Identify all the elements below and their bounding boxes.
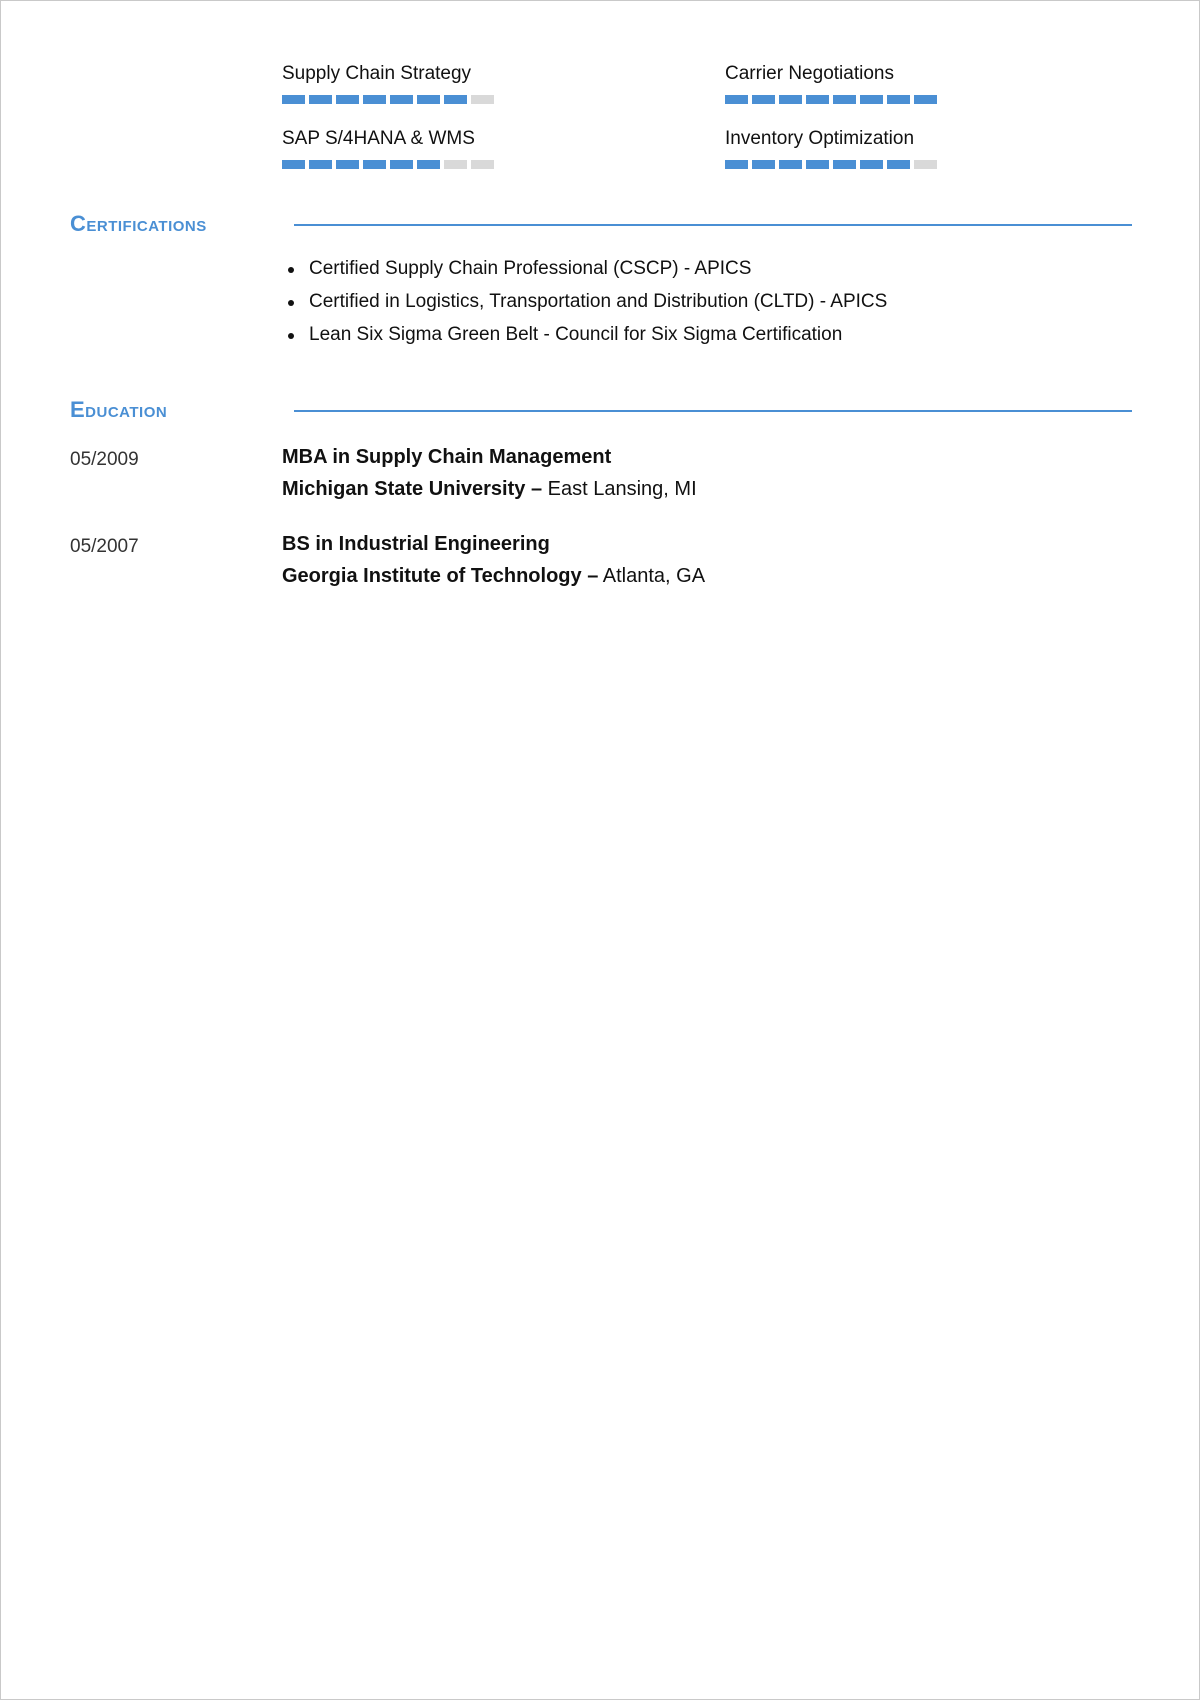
certification-item: Certified in Logistics, Transportation and Distribution (CLTD) - APICS: [282, 290, 1132, 314]
education-location: East Lansing, MI: [547, 478, 697, 500]
skill-segment-empty: [471, 160, 494, 169]
skill-segment-filled: [725, 160, 748, 169]
skill-name: Inventory Optimization: [725, 128, 915, 149]
education-school: Michigan State University: [282, 478, 526, 500]
education-details: [282, 445, 1132, 501]
skill-segment-filled: [336, 160, 359, 169]
skill-segment-filled: [833, 95, 856, 104]
skill-name: Carrier Negotiations: [725, 63, 894, 84]
skill-segment-filled: [309, 95, 332, 104]
skill-item: [282, 63, 725, 104]
skill-segment-filled: [417, 95, 440, 104]
education-location: Atlanta, GA: [602, 565, 706, 587]
skill-level-bar: [282, 95, 725, 104]
certification-item: Certified Supply Chain Professional (CSCP) - APICS: [282, 257, 1132, 281]
skill-segment-filled: [860, 95, 883, 104]
education-degree: MBA in Supply Chain Management: [282, 446, 612, 468]
skill-segment-filled: [282, 95, 305, 104]
skill-name: Supply Chain Strategy: [282, 63, 472, 84]
skill-segment-filled: [282, 160, 305, 169]
skill-segment-filled: [779, 95, 802, 104]
skill-segment-filled: [309, 160, 332, 169]
skill-segment-filled: [860, 160, 883, 169]
skill-segment-filled: [752, 160, 775, 169]
skill-item: [725, 63, 1072, 104]
skill-segment-filled: [779, 160, 802, 169]
education-date: 05/2009: [70, 449, 139, 470]
skill-segment-filled: [390, 160, 413, 169]
skill-segment-filled: [390, 95, 413, 104]
skill-segment-filled: [444, 95, 467, 104]
skill-segment-filled: [914, 95, 937, 104]
skill-segment-filled: [417, 160, 440, 169]
skill-segment-filled: [725, 95, 748, 104]
skill-segment-empty: [444, 160, 467, 169]
section-title: Education: [70, 397, 168, 422]
skill-segment-filled: [806, 95, 829, 104]
section-title: Certifications: [70, 211, 207, 236]
skill-segment-empty: [914, 160, 937, 169]
education-school-line: [282, 477, 1132, 501]
section-divider: [294, 224, 1132, 226]
skill-segment-filled: [752, 95, 775, 104]
skill-segment-filled: [887, 95, 910, 104]
certifications-section-header: [70, 211, 1132, 237]
skill-segment-empty: [471, 95, 494, 104]
education-details: [282, 532, 1132, 588]
skill-level-bar: [725, 95, 1072, 104]
section-divider: [294, 410, 1132, 412]
skill-name: SAP S/4HANA & WMS: [282, 128, 475, 149]
certification-item: Lean Six Sigma Green Belt - Council for Six Sigma Certification: [282, 323, 1132, 347]
education-separator: –: [530, 478, 543, 500]
education-school: Georgia Institute of Technology: [282, 565, 582, 587]
education-date: 05/2007: [70, 536, 139, 557]
education-school-line: [282, 564, 1132, 588]
skill-level-bar: [282, 160, 725, 169]
skill-segment-filled: [833, 160, 856, 169]
skill-segment-filled: [363, 95, 386, 104]
skill-segment-filled: [336, 95, 359, 104]
skill-segment-filled: [363, 160, 386, 169]
skill-segment-filled: [887, 160, 910, 169]
skill-item: [282, 128, 725, 169]
education-degree: BS in Industrial Engineering: [282, 533, 550, 555]
education-separator: –: [587, 565, 599, 587]
skill-segment-filled: [806, 160, 829, 169]
skills-grid: [282, 63, 1072, 169]
skill-item: [725, 128, 1072, 169]
education-section-header: [70, 397, 1132, 423]
certifications-list: [282, 257, 1132, 356]
skill-level-bar: [725, 160, 1072, 169]
